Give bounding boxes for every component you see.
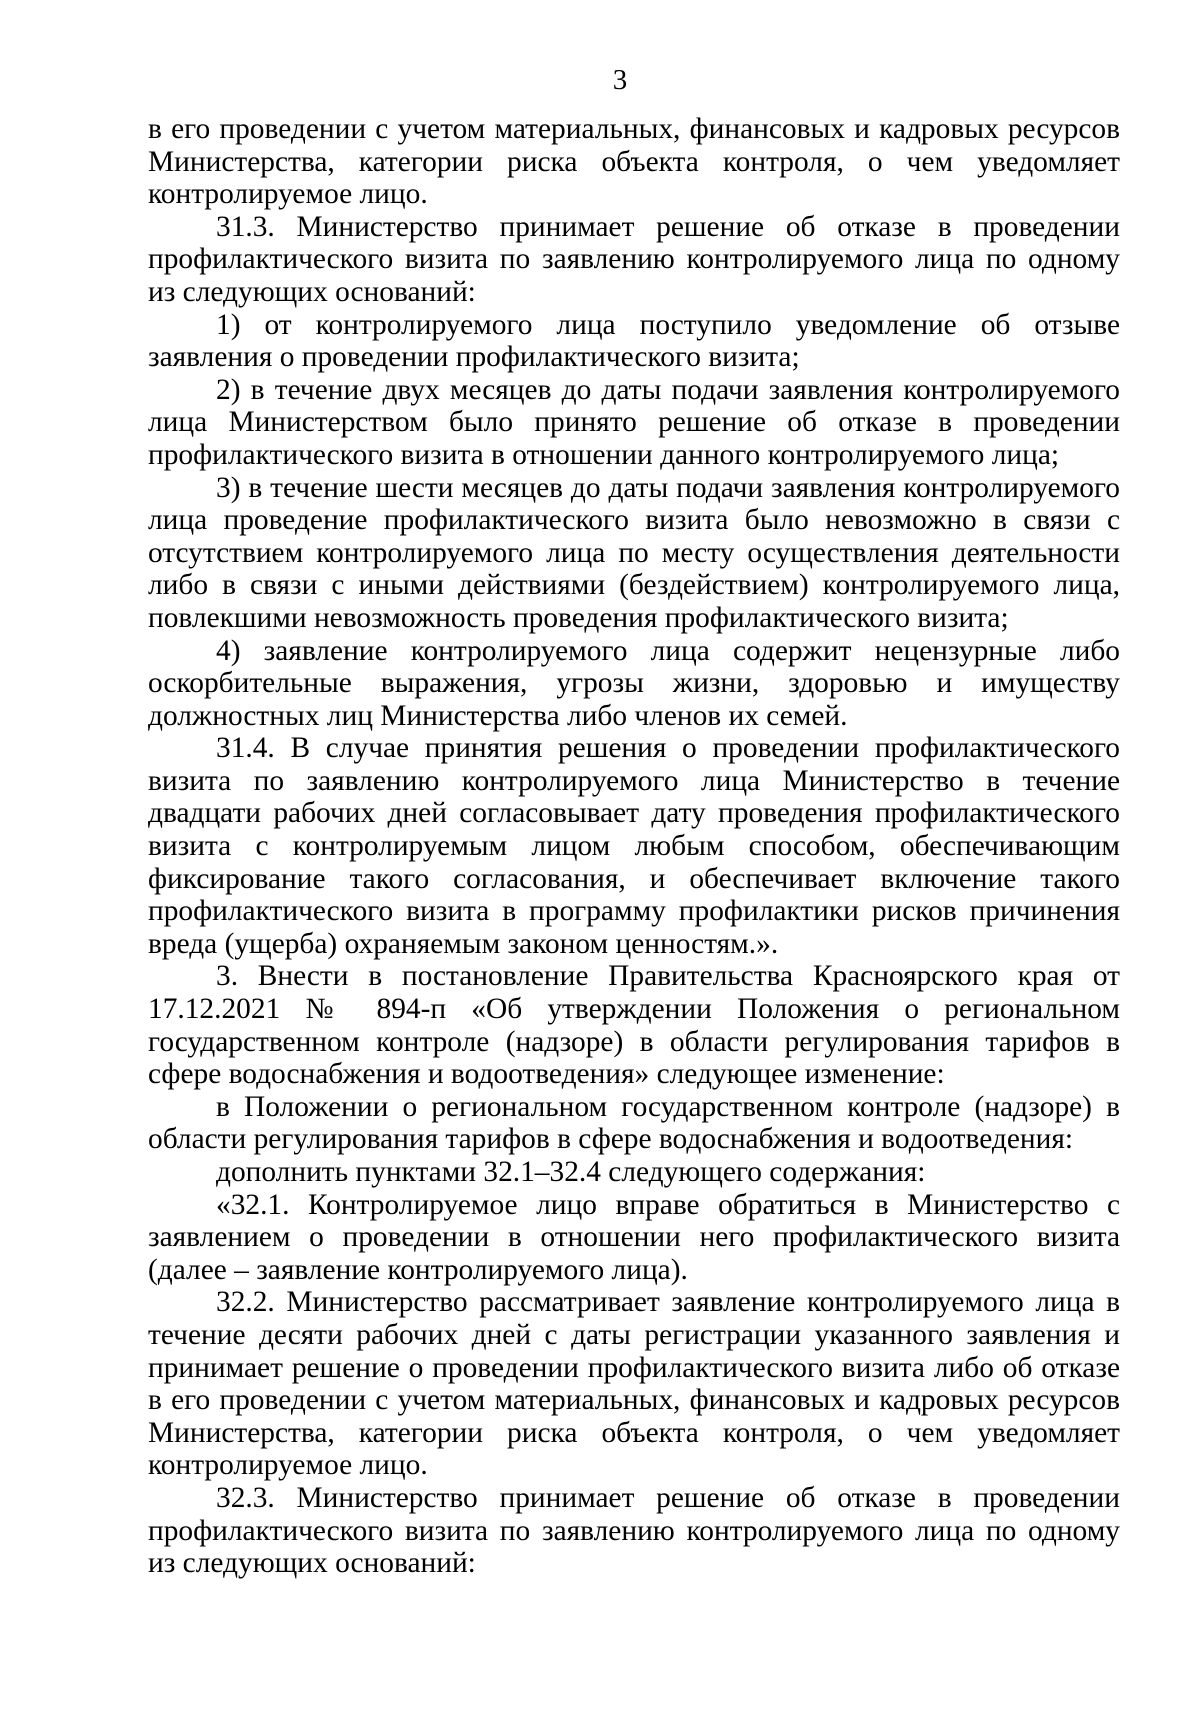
paragraph-31-4: 31.4. В случае принятия решения о проведении профилактического визита по заявлению контролируемого лица Министерство в течение двадцати рабочих дней согласовывает дату проведения профилактического визита с контролируемым лицом любым способом, обеспечивающим фиксирование такого согласования, и обеспечивает включение такого профилактического визита в программу профилактики рисков причинения вреда (ущерба) охраняемым законом ценностям.». [148,732,1120,960]
paragraph: в его проведении с учетом материальных, финансовых и кадровых ресурсов Министерства, категории риска объекта контроля, о чем уведомляет контролируемое лицо. [148,113,1120,211]
paragraph-31-3: 31.3. Министерство принимает решение об отказе в проведении профилактического визита по заявлению контролируемого лица по одному из следующих оснований: [148,210,1120,308]
document-body [148,113,1120,1580]
list-item-3: 3) в течение шести месяцев до даты подачи заявления контролируемого лица проведение профилактического визита было невозможно в связи с отсутствием контролируемого лица по месту осуществления деятельности либо в связи с иными действиями (бездействием) контролируемого лица, повлекшими невозможность проведения профилактического визита; [148,471,1120,634]
paragraph-32-2: 32.2. Министерство рассматривает заявление контролируемого лица в течение десяти рабочих дней с даты регистрации указанного заявления и принимает решение о проведении профилактического визита либо об отказе в его проведении с учетом материальных, финансовых и кадровых ресурсов Министерства, категории риска объекта контроля, о чем уведомляет контролируемое лицо. [148,1286,1120,1482]
list-item-4: 4) заявление контролируемого лица содержит нецензурные либо оскорбительные выражения, угрозы жизни, здоровью и имуществу должностных лиц Министерства либо членов их семей. [148,634,1120,732]
paragraph: в Положении о региональном государственном контроле (надзоре) в области регулирования тарифов в сфере водоснабжения и водоотведения: [148,1090,1120,1156]
paragraph-32-3: 32.3. Министерство принимает решение об отказе в проведении профилактического визита по заявлению контролируемого лица по одному из следующих оснований: [148,1481,1120,1580]
paragraph: дополнить пунктами 32.1–32.4 следующего содержания: [216,1156,926,1188]
list-item-1: 1) от контролируемого лица поступило уведомление об отзыве заявления о проведении профилактического визита; [148,308,1120,374]
paragraph-32-1: «32.1. Контролируемое лицо вправе обратиться в Министерство с заявлением о проведении в отношении него профилактического визита (далее – заявление контролируемого лица). [148,1188,1120,1286]
list-item-2: 2) в течение двух месяцев до даты подачи заявления контролируемого лица Министерством было принято решение об отказе в проведении профилактического визита в отношении данного контролируемого лица; [148,373,1120,471]
page-number: 3 [612,64,628,96]
paragraph-3: 3. Внести в постановление Правительства Красноярского края от 17.12.2021 № 894-п «Об утверждении Положения о региональном государственном контроле (надзоре) в области регулирования тарифов в сфере водоснабжения и водоотведения» следующее изменение: [148,960,1120,1091]
